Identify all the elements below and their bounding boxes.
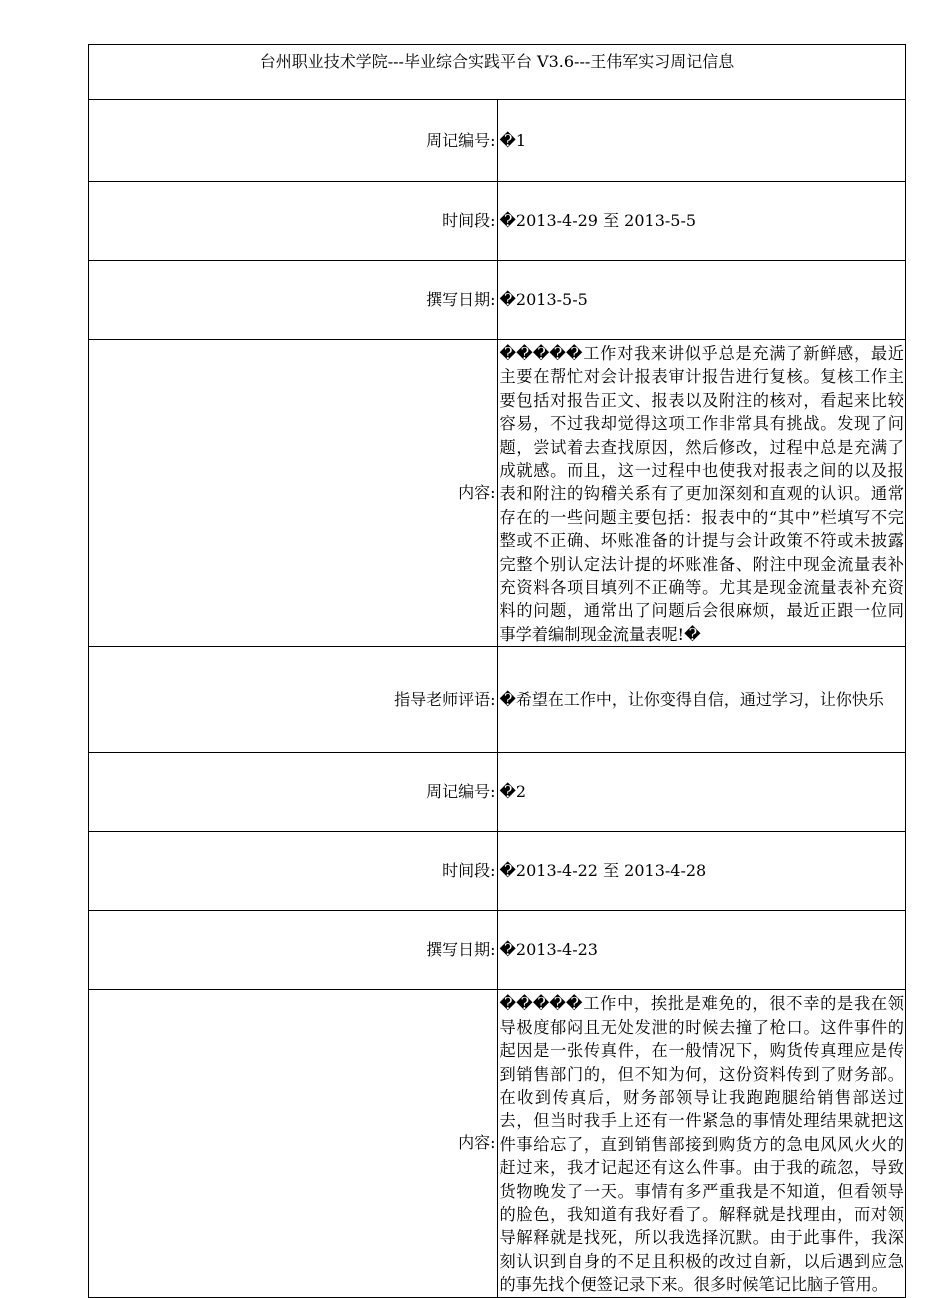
written-date-value: �2013-5-5 — [497, 261, 906, 340]
record-2-period-row — [89, 832, 906, 911]
weekly-journal-table — [88, 44, 906, 1298]
period-label: 时间段: — [89, 182, 498, 261]
title-row — [89, 45, 906, 100]
period-value: �2013-4-22 至 2013-4-28 — [497, 832, 906, 911]
record-1-week-number-row — [89, 100, 906, 182]
period-value: �2013-4-29 至 2013-5-5 — [497, 182, 906, 261]
record-2-content-row — [89, 990, 906, 1297]
written-date-value: �2013-4-23 — [497, 911, 906, 990]
content-text: �����工作中，挨批是难免的，很不幸的是我在领导极度郁闷且无处发泄的时候去撞了枪口。这件事件的起因是一张传真件，在一般情况下，购货传真理应是传到销售部门的，但不知为何，这份资料传到了财务部。在收到传真后，财务部领导让我跑跑腿给销售部送过去，但当时我手上还有一件紧急的事情处理结果就把这件事给忘了，直到销售部接到购货方的急电风风火火的赶过来，我才记起还有这么件事。由于我的疏忽，导致货物晚发了一天。事情有多严重我是不知道，但看领导的脸色，我知道有我好看了。解释就是找理由，而对领导解释就是找死，所以我选择沉默。由于此事件，我深刻认识到自身的不足且积极的改过自新，以后遇到应急的事先找个便签记录下来。很多时候笔记比脑子管用。 — [497, 990, 906, 1297]
week-number-label: 周记编号: — [89, 100, 498, 182]
teacher-comment-label: 指导老师评语: — [89, 647, 498, 753]
content-label: 内容: — [89, 340, 498, 647]
record-1-written-date-row — [89, 261, 906, 340]
written-date-label: 撰写日期: — [89, 911, 498, 990]
content-label: 内容: — [89, 990, 498, 1297]
week-number-label: 周记编号: — [89, 753, 498, 832]
week-number-value: �2 — [497, 753, 906, 832]
week-number-value: �1 — [497, 100, 906, 182]
period-label: 时间段: — [89, 832, 498, 911]
page-title: 台州职业技术学院---毕业综合实践平台 V3.6---王伟军实习周记信息 — [89, 45, 906, 100]
record-1-teacher-comment-row — [89, 647, 906, 753]
record-1-period-row — [89, 182, 906, 261]
record-2-week-number-row — [89, 753, 906, 832]
teacher-comment-value: �希望在工作中，让你变得自信，通过学习，让你快乐 — [497, 647, 906, 753]
content-text: �����工作对我来讲似乎总是充满了新鲜感，最近主要在帮忙对会计报表审计报告进行复核。复核工作主要包括对报告正文、报表以及附注的核对，看起来比较容易，不过我却觉得这项工作非常具有挑战。发现了问题，尝试着去查找原因，然后修改，过程中总是充满了成就感。而且，这一过程中也使我对报表之间的以及报表和附注的钩稽关系有了更加深刻和直观的认识。通常存在的一些问题主要包括：报表中的“其中”栏填写不完整或不正确、坏账准备的计提与会计政策不符或未披露完整个别认定法计提的坏账准备、附注中现金流量表补充资料各项目填列不正确等。尤其是现金流量表补充资料的问题，通常出了问题后会很麻烦，最近正跟一位同事学着编制现金流量表呢!� — [497, 340, 906, 647]
written-date-label: 撰写日期: — [89, 261, 498, 340]
record-2-written-date-row — [89, 911, 906, 990]
record-1-content-row — [89, 340, 906, 647]
